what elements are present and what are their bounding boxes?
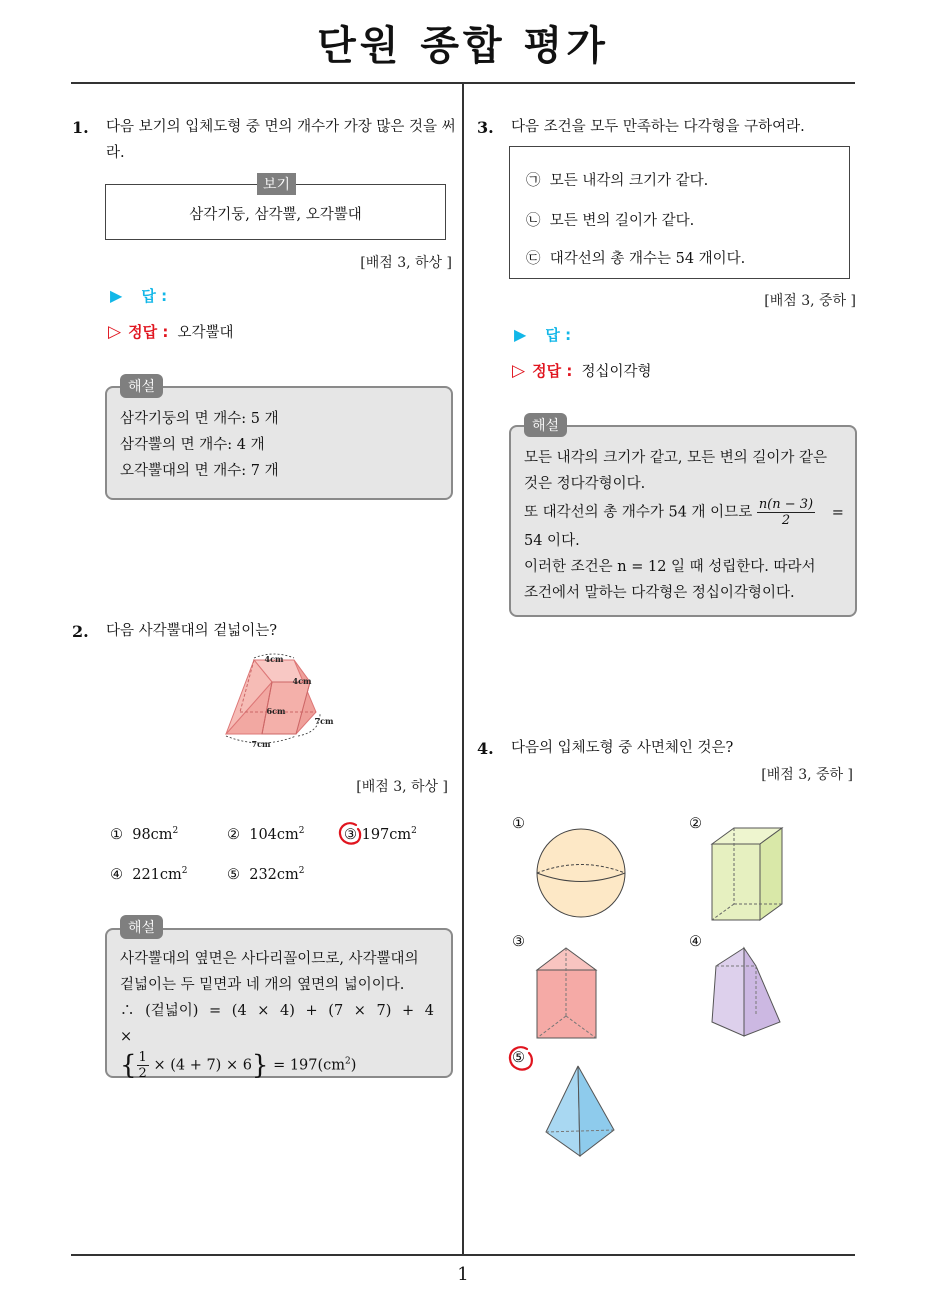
q1-answer-label: 답 : xyxy=(141,287,168,305)
q1-correct-value: 오각뿔대 xyxy=(177,325,234,341)
q3-answer-label: 답 : xyxy=(545,326,572,344)
q2-solution-box xyxy=(105,928,453,1081)
q3-solution-line: 조건에서 말하는 다각형은 정십이각형이다. xyxy=(524,585,795,601)
q3-correct-value: 정십이각형 xyxy=(581,364,652,380)
q4-choice-1[interactable]: ① xyxy=(512,816,525,832)
page-title: 단원 종합 평가 xyxy=(317,23,609,69)
q2-text: 다음 사각뿔대의 겉넓이는? xyxy=(106,623,278,639)
q3-solution-tag: 해설 xyxy=(524,413,567,437)
q3-text: 다음 조건을 모두 만족하는 다각형을 구하여라. xyxy=(511,119,805,135)
q4-sphere-figure xyxy=(534,826,628,920)
q3-condition xyxy=(526,169,708,190)
q1-bogi-tag: 보기 xyxy=(257,173,296,195)
choice-sup: 2 xyxy=(298,866,305,876)
frac-denominator: 2 xyxy=(138,1066,147,1081)
condition-text: 대각선의 총 개수는 54 개이다. xyxy=(549,251,746,267)
q3-number: 3. xyxy=(477,118,494,137)
q4-triangular-prism-figure xyxy=(534,946,600,1040)
choice-mark: ① xyxy=(110,826,123,843)
q3-solution-line xyxy=(524,497,847,528)
choice-value: 232cm xyxy=(249,866,299,883)
choice-value: 104cm xyxy=(249,826,299,843)
q1-bogi-content: 삼각기둥, 삼각뿔, 오각뿔대 xyxy=(189,207,362,223)
q2-figure-label: 6cm xyxy=(266,706,286,716)
q2-figure-label: 4cm xyxy=(292,676,312,686)
q3-solution-line: 54 이다. xyxy=(524,533,580,549)
q4-text: 다음의 입체도형 중 사면체인 것은? xyxy=(511,740,734,756)
formula-close: ) xyxy=(350,1057,357,1074)
q2-figure-label: 7cm xyxy=(251,739,271,749)
q1-answer-row[interactable] xyxy=(110,285,167,306)
q4-selected-circle-icon xyxy=(506,1044,536,1074)
column-divider xyxy=(462,83,464,1255)
choice-value: 98cm xyxy=(132,826,173,843)
page-number: 1 xyxy=(457,1264,469,1285)
answer-arrow-icon: ▶ xyxy=(110,286,123,305)
choice-sup: 2 xyxy=(172,826,179,836)
formula-part: × (4 + 7) × 6 xyxy=(153,1057,252,1074)
choice-mark: ⑤ xyxy=(227,866,240,883)
q2-choice-4[interactable] xyxy=(110,866,188,883)
q2-number: 2. xyxy=(72,622,89,641)
frac-numerator: n(n − 3) xyxy=(758,497,814,512)
q2-solution-formula: { $\frac{1}{2}$ × $(4 + 7) \times 6\} = 197(cm^2)$ xyxy=(120,1050,357,1081)
q2-figure-label: 7cm xyxy=(314,716,334,726)
q3-answer-row[interactable] xyxy=(514,324,571,345)
correct-arrow-icon: ▷ xyxy=(512,361,526,381)
q2-solution-line: 사각뿔대의 옆면은 사다리꼴이므로, 사각뿔대의 xyxy=(120,951,419,967)
q3-conditions-box xyxy=(509,146,850,279)
choice-mark: ② xyxy=(227,826,240,843)
q2-score: [배점 3, 하상 ] xyxy=(356,779,448,795)
condition-mark: ㉠ xyxy=(526,173,541,189)
q4-frustum-figure xyxy=(708,946,784,1038)
condition-text: 모든 내각의 크기가 같다. xyxy=(549,173,709,189)
q3-solution-line: 것은 정다각형이다. xyxy=(524,476,646,492)
answer-arrow-icon: ▶ xyxy=(514,325,527,344)
q1-number: 1. xyxy=(72,118,89,137)
q2-choice-1[interactable] xyxy=(110,826,178,843)
q3-score: [배점 3, 중하 ] xyxy=(764,293,856,309)
choice-mark: ④ xyxy=(110,866,123,883)
frac-denominator: 2 xyxy=(781,513,791,528)
q4-choice-3[interactable]: ③ xyxy=(512,934,525,950)
q3-solution-line: 모든 내각의 크기가 같고, 모든 변의 길이가 같은 xyxy=(524,450,828,466)
condition-mark: ㉢ xyxy=(526,251,541,267)
solution-text: 또 대각선의 총 개수가 54 개 이므로 xyxy=(524,504,753,521)
q4-tetrahedron-figure xyxy=(544,1064,616,1158)
choice-sup: 2 xyxy=(411,826,417,836)
formula-sup: 2 xyxy=(345,1056,351,1067)
q3-condition xyxy=(526,209,694,230)
condition-text: 모든 변의 길이가 같다. xyxy=(549,213,695,229)
q1-solution-box xyxy=(105,386,453,500)
q4-choice-4[interactable]: ④ xyxy=(689,934,702,950)
bottom-divider xyxy=(71,1254,855,1256)
q2-choice-2[interactable] xyxy=(227,826,305,843)
q3-solution-line: 이러한 조건은 n = 12 일 때 성립한다. 따라서 xyxy=(524,559,816,575)
q2-solution-tag: 해설 xyxy=(120,915,163,939)
choice-sup: 2 xyxy=(298,826,305,836)
formula-result: = 197(cm xyxy=(273,1057,346,1074)
q2-choice-5[interactable] xyxy=(227,866,305,883)
frac-numerator: 1 xyxy=(138,1050,147,1065)
q1-solution-line: 삼각뿔의 면 개수: 4 개 xyxy=(120,437,265,453)
q3-solution-box xyxy=(509,425,857,617)
q1-correct-row xyxy=(108,321,234,342)
correct-arrow-icon: ▷ xyxy=(108,322,122,342)
q2-frustum-figure xyxy=(216,650,346,750)
choice-sup: 2 xyxy=(181,866,188,876)
q3-correct-label: 정답 : xyxy=(532,362,573,380)
solution-text: = xyxy=(831,504,844,521)
q1-solution-line: 삼각기둥의 면 개수: 5 개 xyxy=(120,411,279,427)
choice-mark: ③ xyxy=(344,826,357,843)
q4-number: 4. xyxy=(477,739,494,758)
q2-solution-line: ∴ (겉넓이) = (4 × 4) + (7 × 7) + 4 × xyxy=(120,1003,435,1045)
q4-choice-2[interactable]: ② xyxy=(689,816,702,832)
q2-figure-label: 4cm xyxy=(264,654,284,664)
q2-solution-line: 겉넓이는 두 밑면과 네 개의 옆면의 넓이이다. xyxy=(120,977,405,993)
condition-mark: ㉡ xyxy=(526,213,541,229)
q3-correct-row xyxy=(512,360,652,381)
q1-solution-tag: 해설 xyxy=(120,374,163,398)
q3-condition xyxy=(526,247,745,268)
q1-solution-line: 오각뿔대의 면 개수: 7 개 xyxy=(120,463,279,479)
q4-prism-figure xyxy=(708,826,788,922)
q2-selected-circle-icon xyxy=(336,820,364,848)
choice-value: 221cm xyxy=(132,866,182,883)
q1-text: 다음 보기의 입체도형 중 면의 개수가 가장 많은 것을 써라. xyxy=(106,119,456,161)
q1-score: [배점 3, 하상 ] xyxy=(360,255,452,271)
choice-value: 197cm xyxy=(361,826,412,843)
q1-correct-label: 정답 : xyxy=(128,323,169,341)
q4-score: [배점 3, 중하 ] xyxy=(761,767,853,783)
q4-choice-5[interactable]: ⑤ xyxy=(512,1050,525,1066)
